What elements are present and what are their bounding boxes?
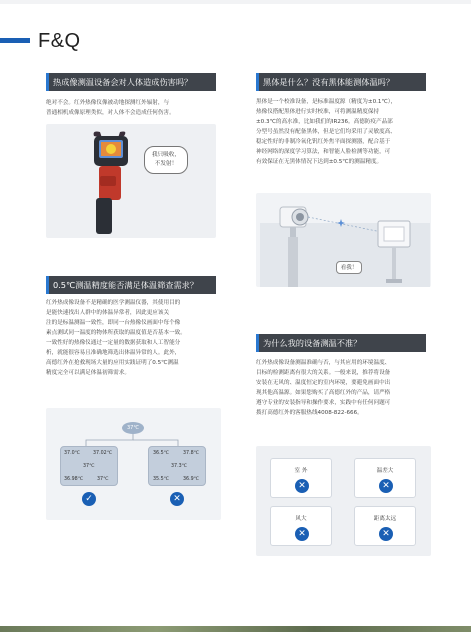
look-at-me-bubble: 看我！ — [336, 261, 362, 274]
body-line: 拨打高德红外的客服热线4008-822-666。 — [256, 410, 363, 416]
fail-cross-icon: ✕ — [170, 492, 184, 506]
section-precision-body — [46, 298, 231, 378]
body-line: 析，就能很容易且准确地筛选出体温异常的人。此外， — [46, 350, 181, 356]
body-line: 稳定性好的非制冷氧化钒红外焦平面探测器，配合基于 — [256, 139, 391, 145]
cross-icon: ✕ — [295, 479, 309, 493]
temp-value: 35.5℃ — [153, 477, 170, 482]
body-line: 素点测试同一温度的物体所获取的温度值是否基本一致。 — [46, 330, 186, 336]
condition-label: 风大 — [295, 516, 307, 522]
body-line: 有效保证在无黑体情况下达到±0.5℃的测温精度。 — [256, 159, 383, 165]
conditions-card — [256, 446, 431, 556]
section-harm-body — [46, 98, 226, 118]
section-blackbody-body — [256, 97, 441, 167]
body-line: 一致性好的热像仪通过一定量的数据获取和人工智能分 — [46, 340, 181, 346]
body-line: 普通相机成像原理类似，对人体不会造成任何伤害。 — [46, 110, 175, 116]
section-harm-heading: 热成像测温设备会对人体造成伤害吗？ — [46, 73, 216, 91]
temp-value: 37℃ — [83, 464, 95, 469]
body-line: 注的是标温测温一致性，即同一台热像仪画面中每个像 — [46, 320, 181, 326]
condition-too-far — [354, 506, 416, 546]
body-line: 目标的检测距离有很大的关系。一般来说，推荐将设备 — [256, 370, 391, 376]
bottom-photo-strip — [0, 626, 471, 632]
body-line: 神经网络的深度学习算法，和智能人脸检测等功能，可 — [256, 149, 391, 155]
body-line: 红外热成像设备不是精确的医学测温仪器，其使用目的 — [46, 300, 181, 306]
title-accent-bar — [0, 38, 30, 43]
thermal-camera-illustration — [46, 124, 216, 238]
temp-value: 37.02℃ — [93, 451, 113, 456]
section-precision-heading: 0.5℃测温精度能否满足体温筛查需求？ — [46, 276, 216, 294]
reference-temp-node: 37℃ — [122, 422, 144, 434]
body-line: 遵守专业的安装指导和操作要求，实践中有任何问题可 — [256, 400, 391, 406]
temp-value: 37.0℃ — [64, 451, 81, 456]
pass-check-icon: ✓ — [82, 492, 96, 506]
bubble-line: 我只吸收， — [152, 152, 180, 158]
page-title: F&Q — [38, 30, 81, 52]
temp-value: 36.9℃ — [183, 477, 200, 482]
condition-label: 距离太远 — [373, 516, 397, 522]
temp-value: 37.3℃ — [171, 464, 188, 469]
section-inaccurate-heading: 为什么我的设备测温不准？ — [256, 334, 426, 352]
body-line: 精度完全可以满足体温初筛需求。 — [46, 370, 130, 376]
precision-diagram-card — [46, 408, 221, 520]
temp-value: 36.5℃ — [153, 451, 170, 456]
body-line: 分型号虽然没有配备黑体，但是它们均采用了灵敏度高、 — [256, 129, 396, 135]
absorb-only-bubble — [144, 146, 188, 174]
body-line: 绝对不会。红外热像仪像被动地探测红外辐射，与 — [46, 100, 170, 106]
condition-label: 室 外 — [294, 468, 308, 474]
body-line: 现其他高温源。如果您购买了高德红外的产品，请严格 — [256, 390, 391, 396]
thermal-camera-card — [46, 124, 216, 238]
condition-temp-difference — [354, 458, 416, 498]
cross-icon: ✕ — [379, 479, 393, 493]
body-line: 黑体是一个校准设备，是标准温度源（精度为±0.1℃）， — [256, 99, 397, 105]
body-line: 高德红外在抢救现场大量的应用实践证明了0.5℃测温 — [46, 360, 179, 366]
body-line: ±0.3℃的高水准，比如我们的IR236。高德防疫产品部 — [256, 119, 393, 125]
condition-label: 温差大 — [376, 468, 394, 474]
temp-value: 37℃ — [97, 477, 109, 482]
blackbody-card — [256, 193, 431, 287]
body-line: 是能快速找出人群中的体温异常者，因此更应该关 — [46, 310, 170, 316]
cross-icon: ✕ — [295, 527, 309, 541]
temp-value: 37.8℃ — [183, 451, 200, 456]
consistent-group — [60, 446, 118, 486]
body-line: 红外热成像设备测温准确与否，与其应用的环境温度、 — [256, 360, 391, 366]
bubble-line: 不发射！ — [154, 161, 178, 167]
top-bar — [0, 0, 471, 4]
body-line: 热像仪搭配黑体进行实时校准，可将测温精度保持 — [256, 109, 380, 115]
condition-outdoor — [270, 458, 332, 498]
temp-value: 36.98℃ — [64, 477, 84, 482]
section-blackbody-heading: 黑体是什么？没有黑体能测体温吗？ — [256, 73, 426, 91]
condition-strong-wind — [270, 506, 332, 546]
body-line: 安装在无风的、温度恒定的室内环境，要避免画面中出 — [256, 380, 391, 386]
cross-icon: ✕ — [379, 527, 393, 541]
section-inaccurate-body — [256, 358, 441, 418]
inconsistent-group — [148, 446, 206, 486]
